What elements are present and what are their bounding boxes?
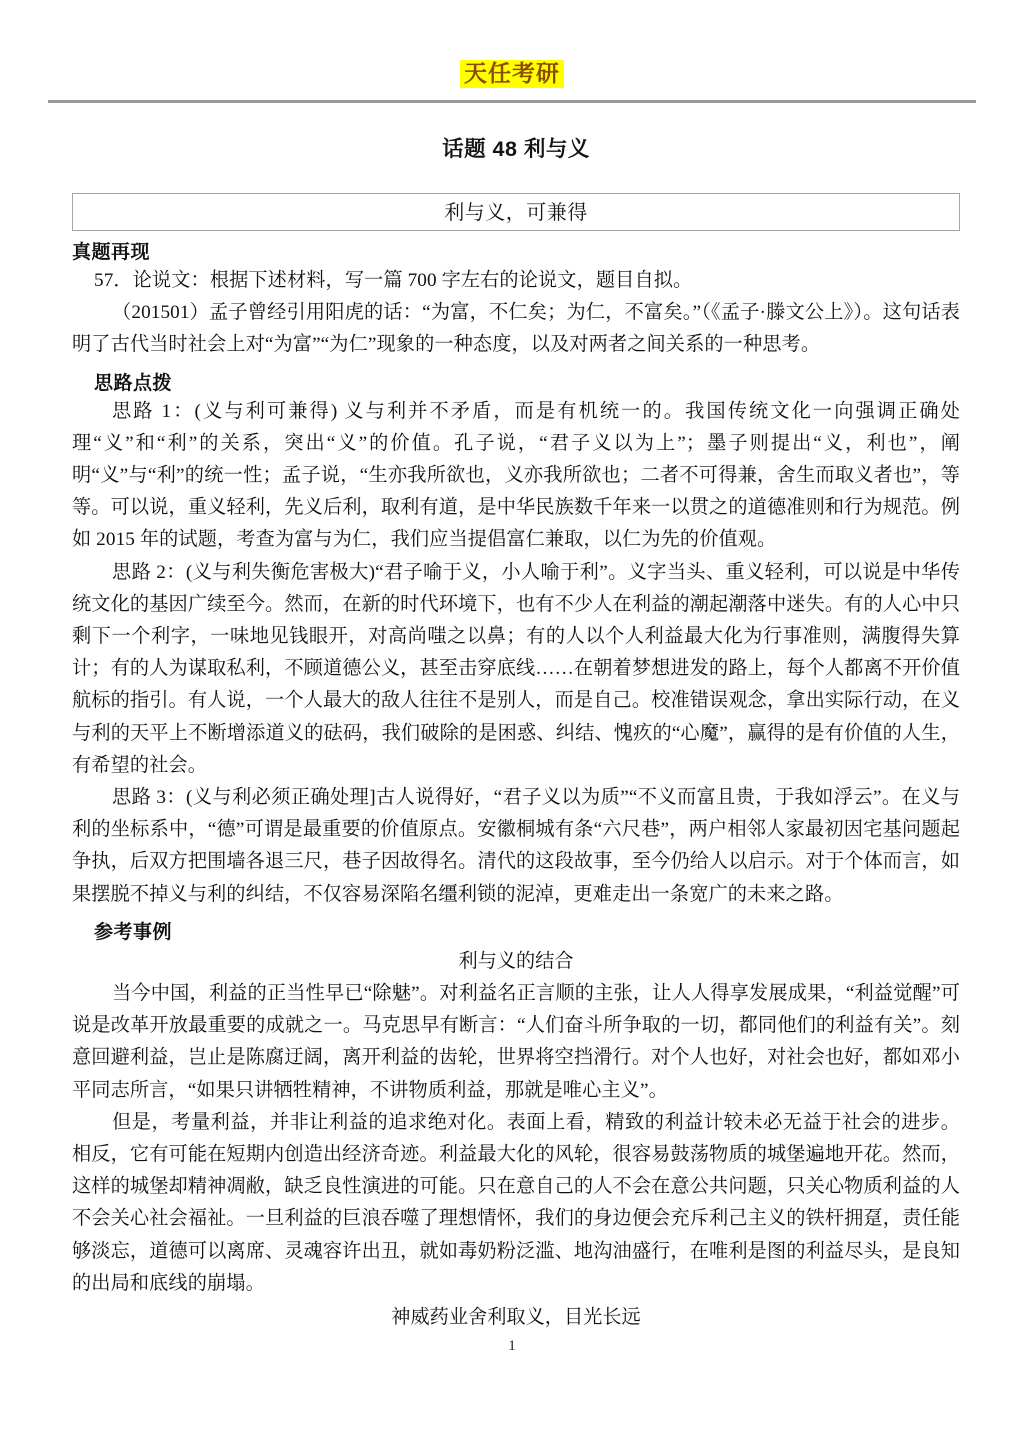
idea-paragraph-1: 思路 1：(义与利可兼得) 义与利并不矛盾，而是有机统一的。我国传统文化一向强调正确处理“义”和“利”的关系，突出“义”的价值。孔子说，“君子义以为上”；墨子则提出“义，利也”，阐明“义”与“利”的统一性；孟子说，“生亦我所欲也，义亦我所欲也；二者不可得兼，舍生而取义者也”，等等。可以说，重义轻利，先义后利，取利有道，是中华民族数千年来一以贯之的道德准则和行为规范。例如 2015 年的试题，考查为富与为仁，我们应当提倡富仁兼取，以仁为先的价值观。 bbox=[72, 400, 960, 551]
document-body bbox=[72, 132, 960, 1334]
example-2-title: 神威药业舍利取义，目光长远 bbox=[391, 1307, 641, 1329]
exam-question: 57．论说文：根据下述材料，写一篇 700 字左右的论说文，题目自拟。 bbox=[94, 270, 693, 291]
essay-title-box: 利与义，可兼得 bbox=[72, 193, 960, 231]
header-divider bbox=[48, 100, 976, 103]
page-header bbox=[48, 60, 976, 106]
section-heading-examples: 参考事例 bbox=[94, 921, 173, 943]
idea-paragraph-3: 思路 3：(义与利必须正确处理]古人说得好，“君子义以为质”“不义而富且贵，于我如浮云”。在义与利的坐标系中，“德”可谓是最重要的价值原点。安徽桐城有条“六尺巷”，两户相邻人家最初因宅基问题起争执，后双方把围墙各退三尺，巷子因故得名。清代的这段故事，至今仍给人以启示。对于个体而言，如果摆脱不掉义与利的纠结，不仅容易深陷名缰利锁的泥淖，更难走出一条宽广的未来之路。 bbox=[72, 787, 960, 905]
header-brand-highlight: 天任考研 bbox=[460, 60, 564, 88]
header-brand-wrap bbox=[48, 60, 976, 88]
example-1-title: 利与义的结合 bbox=[458, 950, 574, 972]
example-1-paragraph-2: 但是，考量利益，并非让利益的追求绝对化。表面上看，精致的利益计较未必无益于社会的进步。相反，它有可能在短期内创造出经济奇迹。利益最大化的风轮，很容易鼓荡物质的城堡遍地开花。然而，这样的城堡却精神凋敝，缺乏良性演进的可能。只在意自己的人不会在意公共问题，只关心物质利益的人不会关心社会福祉。一旦利益的巨浪吞噬了理想情怀，我们的身边便会充斥利己主义的铁杆拥趸，责任能够淡忘，道德可以离席、灵魂容许出丑，就如毒奶粉泛滥、地沟油盛行，在唯利是图的利益尽头，是良知的出局和底线的崩塌。 bbox=[72, 1111, 960, 1294]
exam-material: （201501）孟子曾经引用阳虎的话：“为富，不仁矣；为仁，不富矣。”（《孟子·滕文公上》）。这句话表明了古代当时社会上对“为富”“为仁”现象的一种态度，以及对两者之间关系的一种思考。 bbox=[72, 302, 960, 356]
page-title: 话题 48 利与义 bbox=[442, 137, 590, 161]
page-number: 1 bbox=[508, 1338, 516, 1354]
section-heading-exam: 真题再现 bbox=[72, 242, 151, 263]
section-heading-ideas: 思路点拨 bbox=[94, 372, 173, 394]
idea-paragraph-2: 思路 2：(义与利失衡危害极大)“君子喻于义，小人喻于利”。义字当头、重义轻利，可以说是中华传统文化的基因广续至今。然而，在新的时代环境下，也有不少人在利益的潮起潮落中迷失。有的人心中只剩下一个利字，一味地见钱眼开，对高尚嗤之以鼻；有的人以个人利益最大化为行事准则，满腹得失算计；有的人为谋取私利，不顾道德公义，甚至击穿底线……在朝着梦想进发的路上，每个人都离不开价值航标的指引。有人说，一个人最大的敌人往往不是别人，而是自己。校准错误观念，拿出实际行动，在义与利的天平上不断增添道义的砝码，我们破除的是困惑、纠结、愧疚的“心魔”，赢得的是有价值的人生，有希望的社会。 bbox=[72, 561, 960, 776]
example-1-paragraph-1: 当今中国，利益的正当性早已“除魅”。对利益名正言顺的主张，让人人得享发展成果，“利益觉醒”可说是改革开放最重要的成就之一。马克思早有断言：“人们奋斗所争取的一切，都同他们的利益有关”。刻意回避利益，岂止是陈腐迂阔，离开利益的齿轮，世界将空挡滑行。对个人也好，对社会也好，都如邓小平同志所言，“如果只讲牺牲精神，不讲物质利益，那就是唯心主义”。 bbox=[72, 983, 960, 1101]
